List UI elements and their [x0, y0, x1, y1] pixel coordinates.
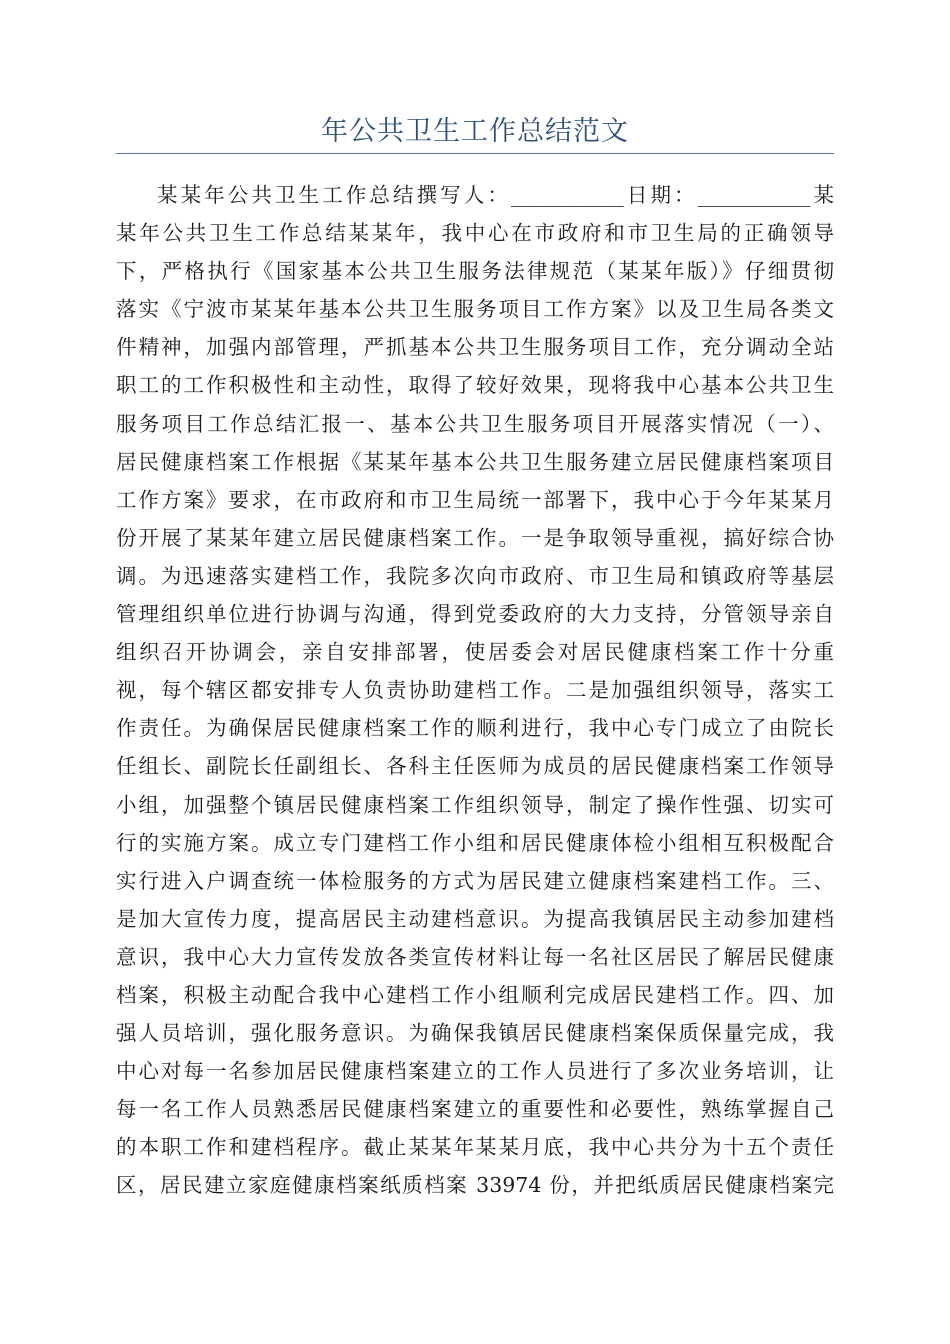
body-line: 组织召开协调会，亲自安排部署，使居委会对居民健康档案工作十分重: [116, 640, 834, 665]
body-line: 任组长、副院长任副组长、各科主任医师为成员的居民健康档案工作领导: [116, 754, 834, 779]
body-line: 中心对每一名参加居民健康档案建立的工作人员进行了多次业务培训，让: [116, 1059, 834, 1084]
body-line: 份开展了某某年建立居民健康档案工作。一是争取领导重视，搞好综合协: [116, 525, 834, 550]
body-line: 某某年公共卫生工作总结撰写人：___________日期：___________某: [157, 183, 834, 207]
body-line: 工作方案》要求，在市政府和市卫生局统一部署下，我中心于今年某某月: [116, 487, 834, 512]
body-line: 档案，积极主动配合我中心建档工作小组顺利完成居民建档工作。四、加: [116, 982, 834, 1007]
body-line: 区，居民建立家庭健康档案纸质档案 33974 份，并把纸质居民健康档案完: [116, 1173, 834, 1198]
body-line: 管理组织单位进行协调与沟通，得到党委政府的大力支持，分管领导亲自: [116, 602, 834, 627]
body-line: 每一名工作人员熟悉居民健康档案建立的重要性和必要性，熟练掌握自己: [116, 1097, 834, 1122]
body-line: 视，每个辖区都安排专人负责协助建档工作。二是加强组织领导，落实工: [116, 678, 834, 703]
body-line: 的本职工作和建档程序。截止某某年某某月底，我中心共分为十五个责任: [116, 1135, 834, 1160]
body-line: 服务项目工作总结汇报一、基本公共卫生服务项目开展落实情况（一）、: [116, 411, 834, 436]
body-line: 件精神，加强内部管理，严抓基本公共卫生服务项目工作，充分调动全站: [116, 335, 834, 360]
body-line: 意识，我中心大力宣传发放各类宣传材料让每一名社区居民了解居民健康: [116, 944, 834, 969]
body-line: 某年公共卫生工作总结某某年，我中心在市政府和市卫生局的正确领导: [116, 221, 834, 246]
body-line: 作责任。为确保居民健康档案工作的顺利进行，我中心专门成立了由院长: [116, 716, 834, 741]
body-line: 下，严格执行《国家基本公共卫生服务法律规范（某某年版）》仔细贯彻: [116, 259, 834, 284]
body-line: 小组，加强整个镇居民健康档案工作组织领导，制定了操作性强、切实可: [116, 792, 834, 817]
body-line: 强人员培训，强化服务意识。为确保我镇居民健康档案保质保量完成，我: [116, 1021, 834, 1046]
title-underline: [116, 153, 834, 154]
body-line: 居民健康档案工作根据《某某年基本公共卫生服务建立居民健康档案项目: [116, 449, 834, 474]
body-line: 职工的工作积极性和主动性，取得了较好效果，现将我中心基本公共卫生: [116, 373, 834, 398]
body-line: 是加大宣传力度，提高居民主动建档意识。为提高我镇居民主动参加建档: [116, 906, 834, 931]
body-line: 落实《宁波市某某年基本公共卫生服务项目工作方案》以及卫生局各类文: [116, 297, 834, 322]
body-line: 调。为迅速落实建档工作，我院多次向市政府、市卫生局和镇政府等基层: [116, 563, 834, 588]
body-line: 实行进入户调查统一体检服务的方式为居民建立健康档案建档工作。三、: [116, 868, 834, 893]
document-body: [116, 176, 834, 1205]
document-title: 年公共卫生工作总结范文: [321, 116, 629, 147]
body-line: 行的实施方案。成立专门建档工作小组和居民健康体检小组相互积极配合: [116, 830, 834, 855]
